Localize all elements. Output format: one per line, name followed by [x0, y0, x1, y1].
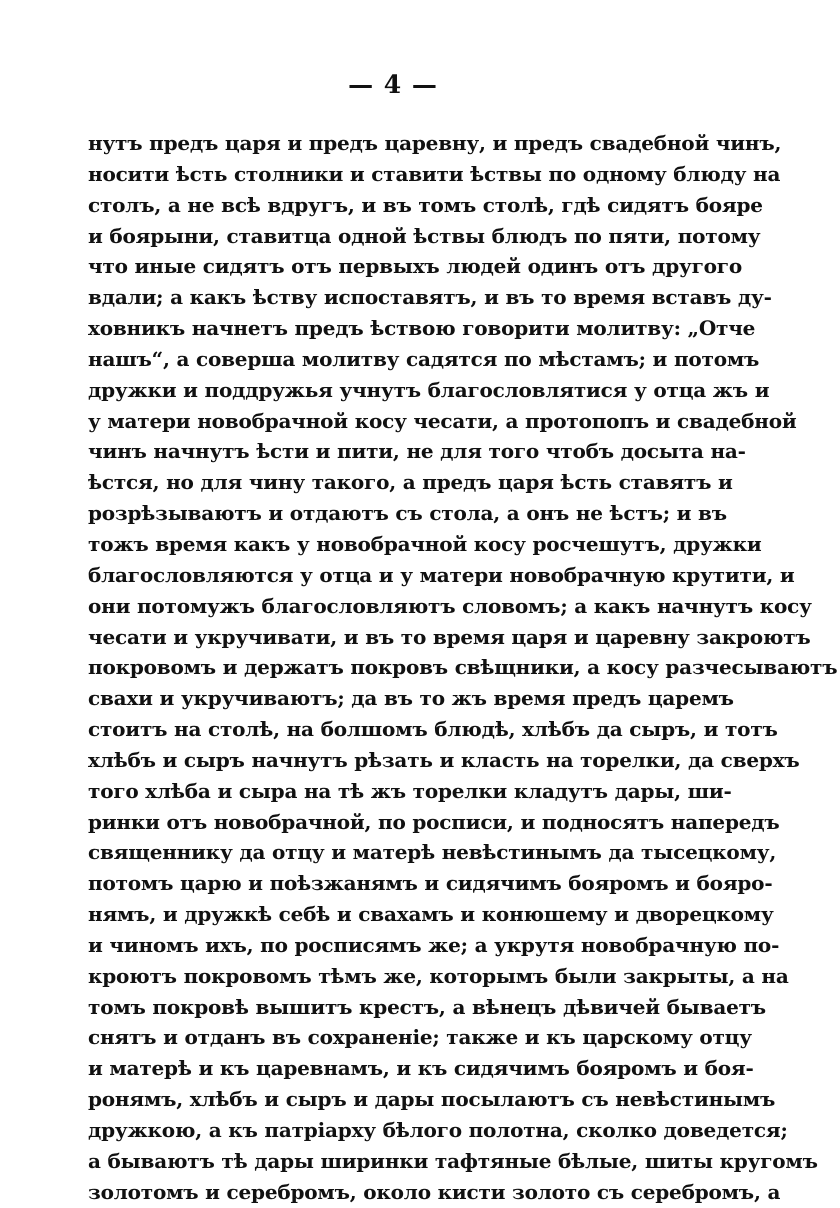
text-line: тожъ время какъ у новобрачной косу росчешутъ, дружки [88, 531, 762, 556]
text-line: золотомъ и серебромъ, около кисти золото съ серебромъ, а [88, 1179, 781, 1204]
text-line: томъ покровѣ вышитъ крестъ, а вѣнецъ дѣвичей бываетъ [88, 994, 766, 1019]
text-line: и чиномъ ихъ, по росписямъ же; а укрутя новобрачную по- [88, 932, 780, 957]
page-number: — 4 — [348, 70, 438, 99]
text-line: у матери новобрачной косу чесати, а протопопъ и свадебной [88, 408, 797, 433]
text-line: и матерѣ и къ царевнамъ, и къ сидячимъ бояромъ и боя- [88, 1056, 754, 1081]
text-line: хлѣбъ и сыръ начнутъ рѣзать и класть на торелки, да сверхъ [88, 747, 800, 772]
text-line: дружки и поддружья учнутъ благословлятися у отца жъ и [88, 377, 770, 402]
text-line: нашъ“, а совершa молитву садятся по мѣстамъ; и потомъ [88, 346, 760, 371]
text-line: стоитъ на столѣ, на болшомъ блюдѣ, хлѣбъ да сыръ, и тотъ [88, 717, 778, 742]
text-line: кроютъ покровомъ тѣмъ же, которымъ были закрыты, а на [88, 963, 789, 988]
text-line: что иные сидятъ отъ первыхъ людей одинъ отъ другого [88, 254, 742, 279]
text-line: снятъ и отданъ въ сохраненіе; также и къ царскому отцу [88, 1025, 752, 1050]
text-line: носити ѣсть столники и ставити ѣствы по одному блюду на [88, 161, 781, 186]
text-line: чинъ начнутъ ѣсти и пити, не для того чтобъ досыта на- [88, 439, 746, 464]
text-line: ховникъ начнетъ предъ ѣствою говорити молитву: „Отче [88, 316, 756, 341]
text-line: ронямъ, хлѣбъ и сыръ и дары посылаютъ съ невѣстинымъ [88, 1087, 776, 1112]
text-line: дружкою, а къ патріарху бѣлого полотна, сколко доведется; [88, 1118, 788, 1142]
text-line: того хлѣба и сыра на тѣ жъ торелки кладутъ дары, ши- [88, 778, 732, 803]
text-line: покровомъ и держатъ покровъ свѣщники, а косу разчесываютъ [88, 655, 838, 680]
text-line: ринки отъ новобрачной, по росписи, и подносятъ напередъ [88, 809, 780, 834]
text-line: вдали; а какъ ѣству испоставятъ, и въ то время вставъ ду- [88, 285, 772, 310]
text-line: благословляются у отца и у матери новобрачную крутити, и [88, 562, 795, 587]
text-line: столъ, а не всѣ вдругъ, и въ томъ столѣ, гдѣ сидятъ бояре [88, 192, 763, 217]
text-line: потомъ царю и поѣзжанямъ и сидячимъ бояромъ и бояро- [88, 871, 773, 896]
text-line: нямъ, и дружкѣ себѣ и свахамъ и конюшему и дворецкому [88, 902, 774, 927]
text-line: и боярыни, ставитца одной ѣствы блюдъ по пяти, потому [88, 223, 761, 248]
page-text [88, 128, 838, 1208]
text-line: нутъ предъ царя и предъ царевну, и предъ свадебной чинъ, [88, 131, 782, 155]
text-line: ѣстся, но для чину такого, а предъ царя ѣсть ставятъ и [88, 470, 733, 495]
text-line: чесати и укручивати, и въ то время царя и царевну закроютъ [88, 624, 811, 649]
text-line: а бываютъ тѣ дары ширинки тафтяные бѣлые, шиты кругомъ [88, 1148, 818, 1173]
text-line: розрѣзываютъ и отдаютъ съ стола, а онъ не ѣстъ; и въ [88, 501, 727, 526]
text-line: священнику да отцу и матерѣ невѣстинымъ да тысецкому, [88, 840, 777, 865]
text-line: свахи и укручиваютъ; да въ то жъ время предъ царемъ [88, 686, 734, 711]
text-line: они потомужъ благословляютъ словомъ; а какъ начнутъ косу [88, 593, 812, 618]
